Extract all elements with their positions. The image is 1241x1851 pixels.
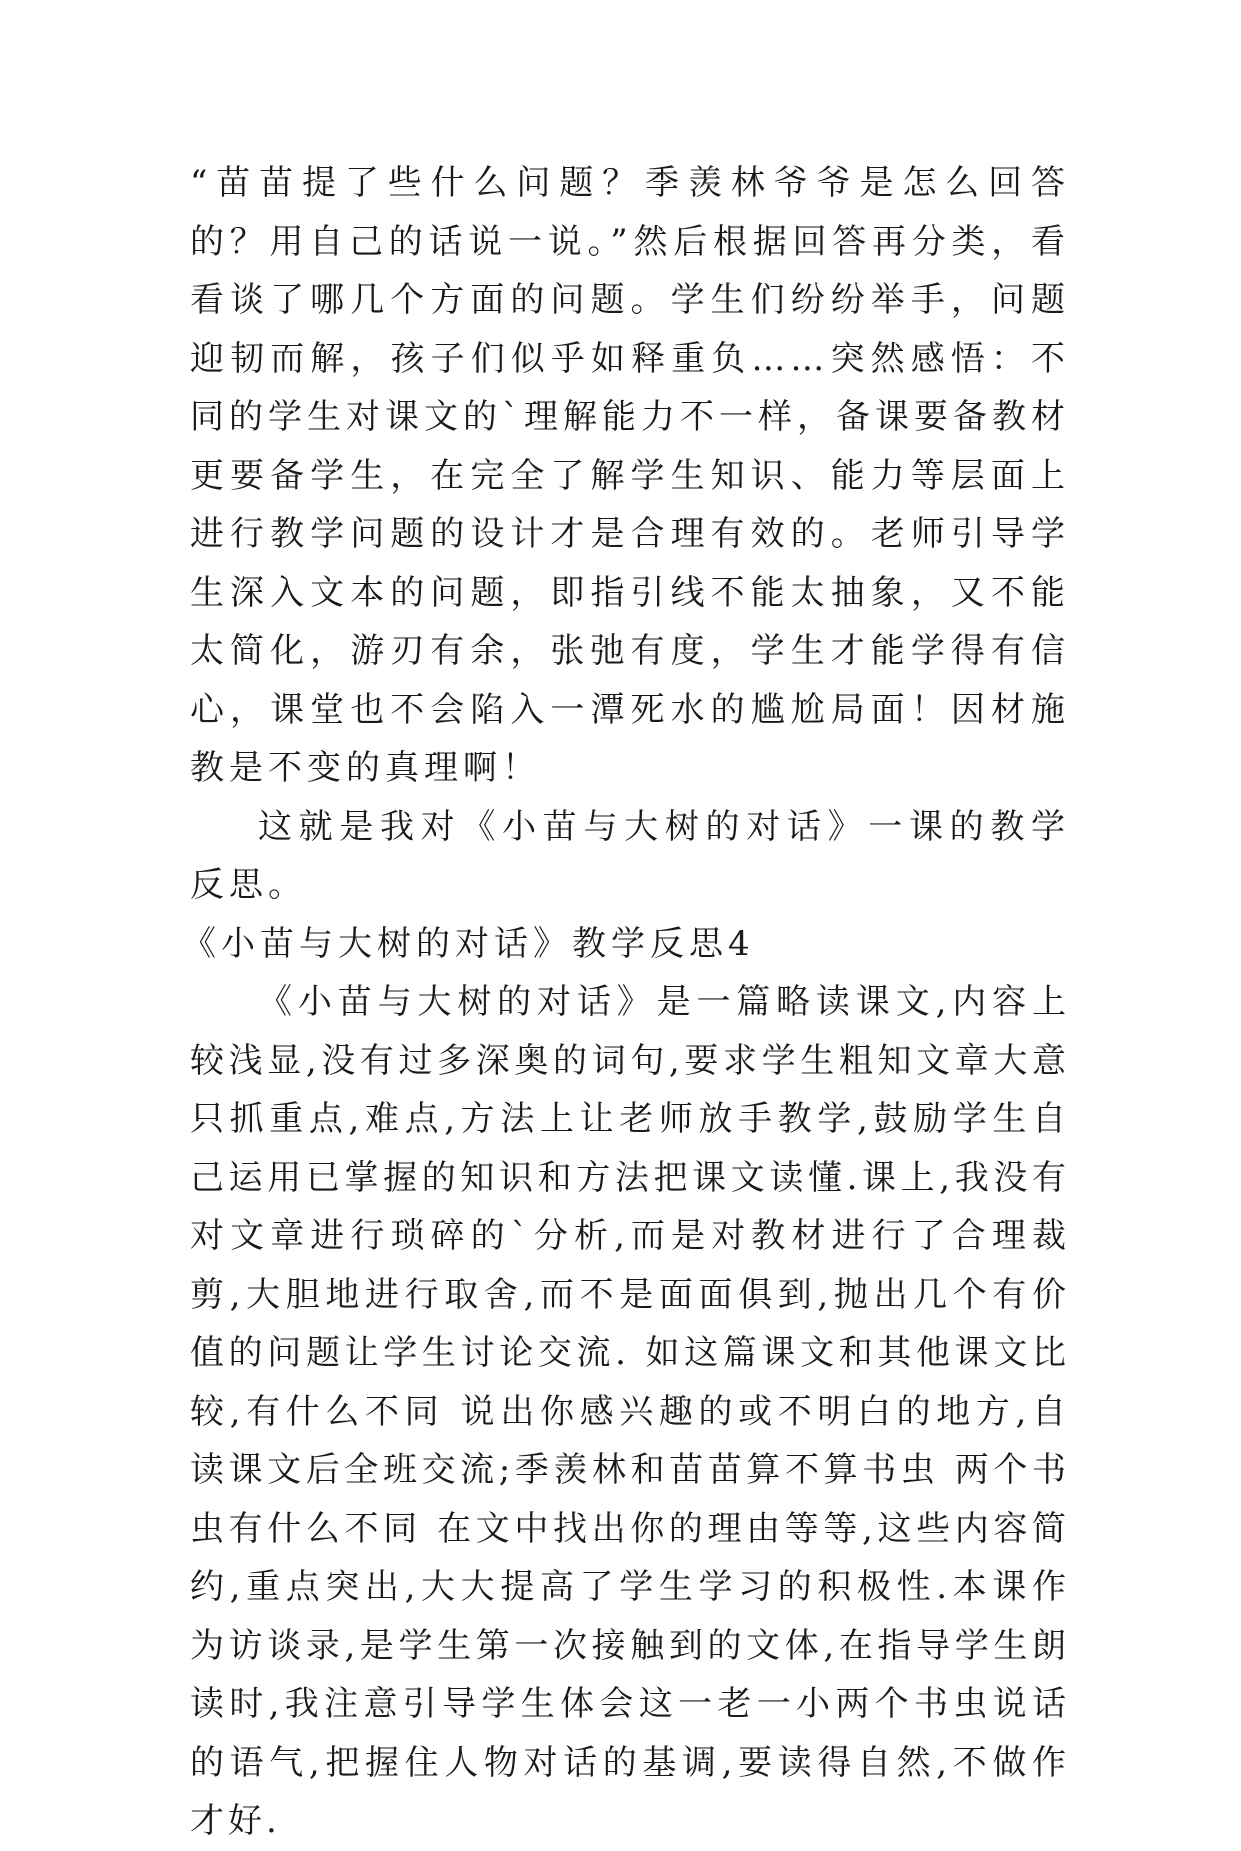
body-paragraph-2: 这就是我对《小苗与大树的对话》一课的教学反思。: [190, 806, 1070, 905]
body-paragraph-1: “苗苗提了些什么问题？季羡林爷爷是怎么回答的？用自己的话说一说。”然后根据回答再分类，看看谈了哪几个方面的问题。学生们纷纷举手，问题迎韧而解，孩子们似乎如释重负……突然感悟：不同的学生对课文的`理解能力不一样，备课要备教材更要备学生，在完全了解学生知识、能力等层面上进行教学问题的设计才是合理有效的。老师引导学生深入文本的问题，即指引线不能太抽象，又不能太简化，游刃有余，张弛有度，学生才能学得有信心，课堂也不会陷入一潭死水的尴尬局面！因材施教是不变的真理啊！: [190, 163, 1070, 788]
section-body-paragraph: 《小苗与大树的对话》是一篇略读课文,内容上较浅显,没有过多深奥的词句,要求学生粗知文章大意只抓重点,难点,方法上让老师放手教学,鼓励学生自己运用已掌握的知识和方法把课文读懂.课上,我没有对文章进行琐碎的`分析,而是对教材进行了合理裁剪,大胆地进行取舍,而不是面面俱到,抛出几个有价值的问题让学生讨论交流. 如这篇课文和其他课文比较,有什么不同 说出你感兴趣的或不明白的地方,自读课文后全班交流;季羡林和苗苗算不算书虫 两个书虫有什么不同 在文中找出你的理由等等,这些内容简约,重点突出,大大提高了学生学习的积极性.本课作为访谈录,是学生第一次接触到的文体,在指导学生朗读时,我注意引导学生体会这一老一小两个书虫说话的语气,把握住人物对话的基调,要读得自然,不做作才好.: [190, 982, 1070, 1841]
section-heading: 《小苗与大树的对话》教学反思4: [182, 923, 755, 964]
document-page: [182, 154, 1070, 1851]
